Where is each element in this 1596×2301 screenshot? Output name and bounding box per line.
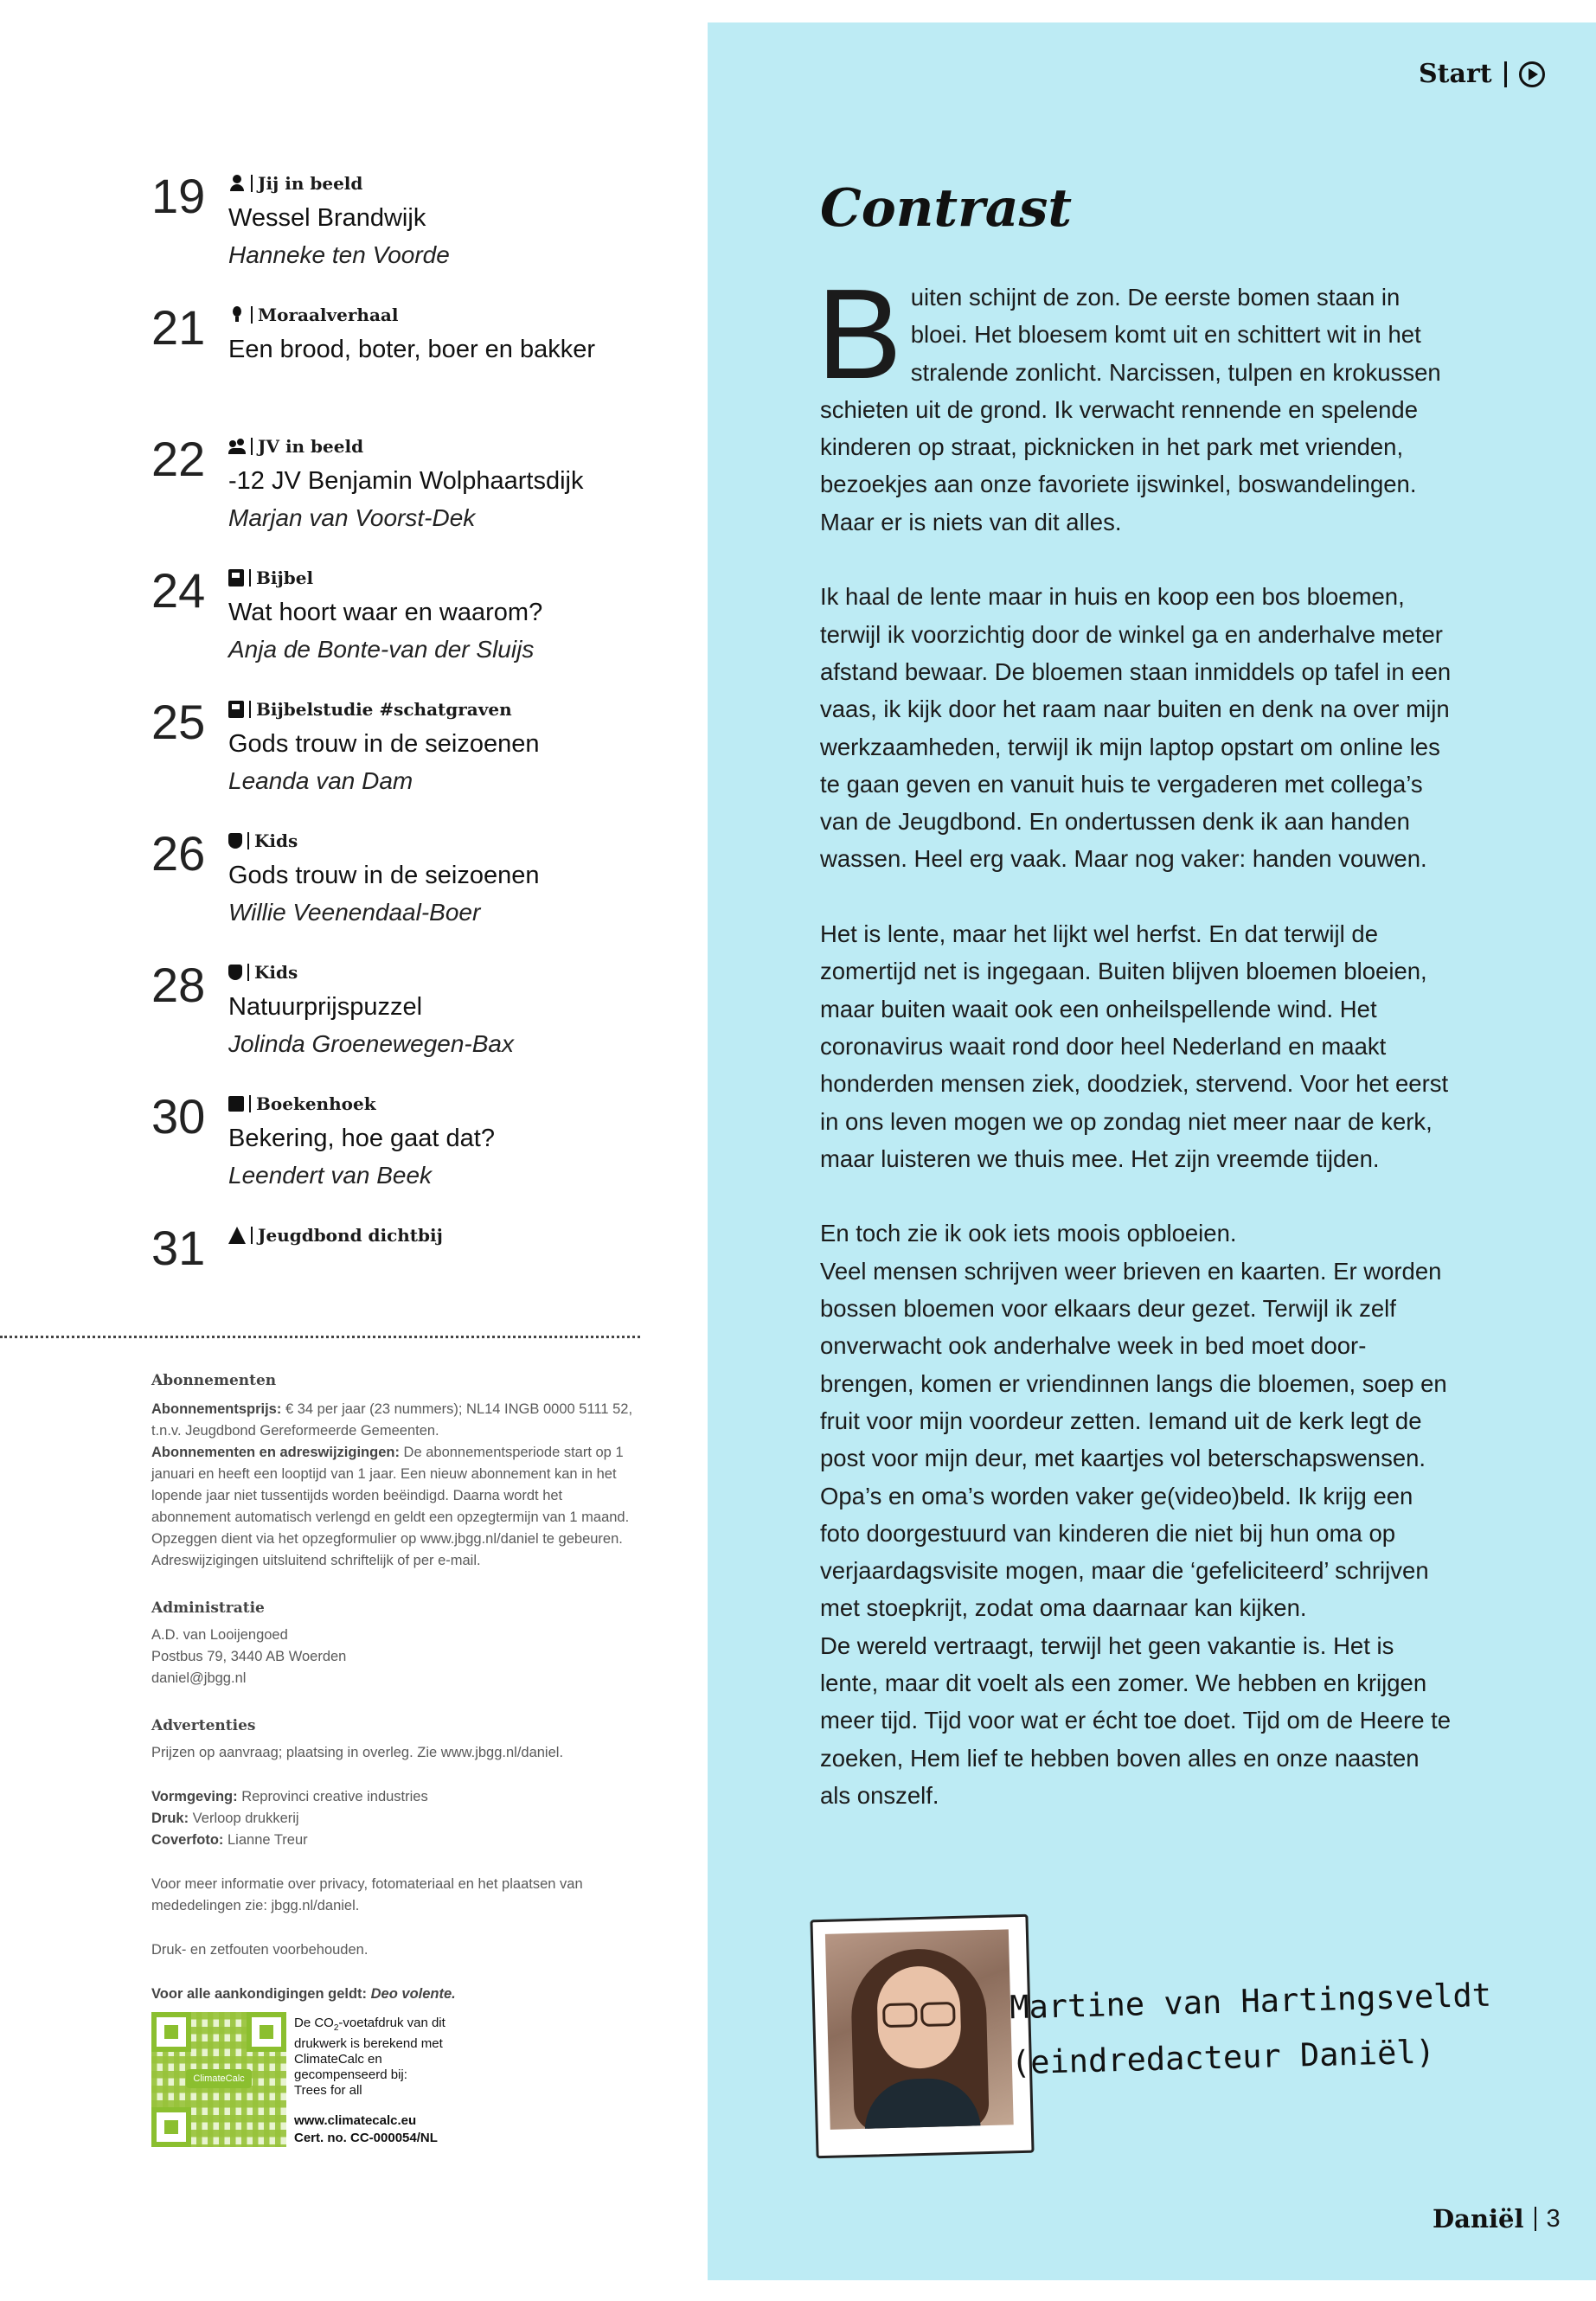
- colophon: [151, 1370, 636, 2005]
- toc-category: Jeugdbond dichtbij: [228, 1225, 443, 1246]
- toc-page-number: 22: [151, 432, 206, 486]
- toc-entry[interactable]: [151, 695, 636, 827]
- author-name: Martine van Hartingsveldt: [1009, 1976, 1492, 2027]
- climatecalc-cert: Cert. no. CC-000054/NL: [294, 2131, 438, 2145]
- toc-title: Gods trouw in de seizoenen: [228, 862, 540, 889]
- admin-address: Postbus 79, 3440 AB Woerden: [151, 1649, 347, 1664]
- toc-category: Kids: [228, 962, 298, 983]
- toc-title: Bekering, hoe gaat dat?: [228, 1125, 495, 1152]
- toc-title: Wessel Brandwijk: [228, 204, 426, 232]
- toc-entry[interactable]: [151, 433, 636, 564]
- toc-entry[interactable]: [151, 564, 636, 695]
- article-paragraph: Buiten schijnt de zon. De eerste bomen staan in bloei. Het bloesem komt uit en schittert wit in het stralende zonlicht. Narcissen, tulpen en krokussen schieten uit de grond. Ik verwacht rennende en spelende kinderen op straat, picknicken in het park met vrienden, bezoekjes aan onze favoriete ijswinkel, boswandelingen. Maar er is niets van dit alles.: [817, 263, 1441, 535]
- abonnementsprijs-paragraph: Abonnementsprijs: € 34 per jaar (23 nummers); NL14 INGB 0000 5111 52, t.n.v. Jeugdbond Gereformeerde Gemeenten.: [151, 1401, 633, 1439]
- lightbulb-icon: [228, 306, 246, 324]
- toc-page-number: 31: [151, 1221, 206, 1275]
- climatecalc-block: [151, 2012, 636, 2150]
- wijzigingen-paragraph: Abonnementen en adreswijzigingen: De abonnementsperiode start op 1 januari en heeft een looptijd van 1 jaar. Een nieuw abonnement kan in het lopende jaar niet tussentijds worden beëindigd. Daarna wordt het abonnement automatisch verlengd en geldt een opzegtermijn van 1 maand. Opzeggen dient via het opzegformulier op www.jbgg.nl/daniel te gebeuren. Adreswijzigingen uitsluitend schriftelijk of per e-mail.: [151, 1445, 630, 1568]
- toc-page-number: 19: [151, 169, 206, 223]
- toc-author: Jolinda Groenewegen-Bax: [228, 1030, 514, 1057]
- toc-page-number: 30: [151, 1089, 206, 1144]
- toc-page-number: 21: [151, 300, 206, 355]
- toc-entry[interactable]: [151, 1090, 636, 1221]
- article-paragraph: Ik haal de lente maar in huis en koop een bos bloemen, terwijl ik voorzichtig door de winkel ga en anderhalve meter afstand bewaar. De bloemen staan inmiddels op tafel in een vaas, ik kijk door het raam naar buiten en denk na over mijn werkzaamheden, terwijl ik mijn laptop opstart om online les te gaan geven en vanuit huis te vergaderen met collega’s van de Jeugdbond. En ondertussen denk ik aan handen wassen. Heel erg vaak. Maar nog vaker: handen vouwen.: [820, 583, 1452, 873]
- author-photo-frame: [810, 1914, 1034, 2159]
- privacy-text: Voor meer informatie over privacy, fotomateriaal en het plaatsen van mededelingen zie: jbgg.nl/daniel.: [151, 1876, 583, 1913]
- books-icon: [228, 1096, 244, 1112]
- toc-entry[interactable]: [151, 958, 636, 1090]
- toc-category: JV in beeld: [228, 436, 363, 457]
- toc-author: Anja de Bonte-van der Sluijs: [228, 636, 535, 663]
- toc-category: Jij in beeld: [228, 173, 362, 194]
- article-paragraph: Veel mensen schrijven weer brieven en kaarten. Er worden bossen bloemen voor elkaars deur gezet. Terwijl ik zelf onverwacht ook anderhalve week in bed moet doorbrengen, komen er vriendinnen langs die bloemen, soep en fruit voor mijn voordeur zetten. Iemand uit de kerk legt de post voor mijn deur, met kaartjes vol beterschapswensen. Opa’s en oma’s worden vaker ge(video)beld. Ik krijg een foto doorgestuurd van kinderen die niet bij hun oma op verjaardagsvisite mogen, maar die ‘gefeliciteerd’ schrijven met stoepkrijt, zodat oma daarnaar kan kijken.: [820, 1257, 1447, 1622]
- climatecalc-text: De $CO_2$-voetafdruk van dit drukwerk is berekend met ClimateCalc en gecompenseerd bij: Trees for all: [294, 2016, 445, 2098]
- hand-icon: [228, 965, 242, 980]
- author-photo: [825, 1929, 1014, 2129]
- toc-author: Marjan van Voorst-Dek: [228, 504, 476, 531]
- article-paragraph: De wereld vertraagt, terwijl het geen vakantie is. Het is lente, maar dit voelt als een zomer. We hebben en krijgen meer tijd. Tijd voor wat er écht toe doet. Tijd om de Heere te zoeken, Hem lief te hebben boven alles en onze naasten als onszelf.: [820, 1631, 1452, 1809]
- author-role: (eindredacteur Daniël): [1010, 2033, 1436, 2082]
- toc-category: Bijbel: [228, 567, 313, 588]
- bible-icon: [228, 701, 244, 718]
- climatecalc-logo: ClimateCalc: [186, 2069, 252, 2088]
- toc-title: Gods trouw in de seizoenen: [228, 730, 540, 758]
- toc-author: Leendert van Beek: [228, 1162, 433, 1189]
- article-title: Contrast: [820, 178, 1073, 239]
- druk-line: Druk: Verloop drukkerij: [151, 1811, 299, 1826]
- toc-author: Leanda van Dam: [228, 767, 413, 794]
- drop-cap: B: [817, 263, 902, 406]
- toc-entry[interactable]: [151, 170, 636, 301]
- climatecalc-url[interactable]: www.climatecalc.eu: [294, 2113, 417, 2128]
- toc-category: Moraalverhaal: [228, 304, 398, 325]
- toc-page-number: 25: [151, 695, 206, 749]
- toc-page-number: 28: [151, 958, 206, 1012]
- toc-title: Een brood, boter, boer en bakker: [228, 336, 596, 363]
- toc-author: Hanneke ten Voorde: [228, 241, 450, 268]
- magazine-name: Daniël: [1433, 2204, 1524, 2234]
- article-paragraph: Het is lente, maar het lijkt wel herfst. En dat terwijl de zomertijd net is ingegaan. Buiten blijven bloemen bloeien, maar buiten waait ook een onheilspellende wind. Het coronavirus waait rond door heel Nederland en maakt honderden mensen ziek, doodziek, stervend. Voor het eerst in ons leven mogen we op zondag niet meer naar de kerk, maar luisteren we thuis mee. Het zijn vreemde tijden.: [820, 920, 1449, 1172]
- climatecalc-url-block: [294, 2112, 438, 2147]
- toc-page-number: 26: [151, 826, 206, 881]
- qr-code[interactable]: [151, 2012, 286, 2147]
- coverfoto-line: Coverfoto: Lianne Treur: [151, 1832, 308, 1848]
- advertenties-text: Prijzen op aanvraag; plaatsing in overleg. Zie www.jbgg.nl/daniel.: [151, 1745, 564, 1760]
- page-number: 3: [1546, 2204, 1561, 2233]
- play-circle-icon[interactable]: [1519, 61, 1545, 87]
- article-body: [817, 263, 1452, 1814]
- toc-title: Natuurprijspuzzel: [228, 993, 423, 1021]
- start-nav-link[interactable]: [1419, 59, 1545, 89]
- admin-name: A.D. van Looijengoed: [151, 1627, 288, 1643]
- bible-icon: [228, 569, 244, 586]
- toc-entry[interactable]: [151, 1221, 636, 1353]
- deo-volente-line: Voor alle aankondigingen geldt: Deo volente.: [151, 1986, 456, 2002]
- start-label: Start: [1419, 59, 1492, 89]
- toc-category: Kids: [228, 830, 298, 851]
- article-paragraph: En toch zie ik ook iets moois opbloeien.: [820, 1220, 1237, 1247]
- admin-email[interactable]: daniel@jbgg.nl: [151, 1670, 247, 1686]
- abonnementen-heading: Abonnementen: [151, 1372, 277, 1389]
- dotted-divider: [0, 1336, 640, 1338]
- toc-category: Boekenhoek: [228, 1093, 376, 1114]
- footer-divider: [1535, 2207, 1536, 2231]
- page-footer: [1433, 2204, 1561, 2234]
- advertenties-heading: Advertenties: [151, 1717, 256, 1734]
- location-pin-icon: [228, 1227, 246, 1244]
- toc-author: Willie Veenendaal-Boer: [228, 899, 481, 926]
- toc-entry[interactable]: [151, 827, 636, 958]
- group-icon: [228, 438, 246, 455]
- table-of-contents: [151, 170, 636, 1353]
- person-icon: [228, 175, 246, 192]
- toc-page-number: 24: [151, 563, 206, 618]
- toc-title: -12 JV Benjamin Wolphaartsdijk: [228, 467, 584, 495]
- nav-divider: [1504, 61, 1507, 87]
- toc-title: Wat hoort waar en waarom?: [228, 599, 543, 626]
- author-signature: [1009, 1968, 1493, 2092]
- disclaimer-text: Druk- en zetfouten voorbehouden.: [151, 1942, 369, 1958]
- toc-entry[interactable]: [151, 301, 636, 433]
- vormgeving-line: Vormgeving: Reprovinci creative industries: [151, 1789, 428, 1804]
- administratie-heading: Administratie: [151, 1599, 265, 1617]
- toc-category: Bijbelstudie #schatgraven: [228, 699, 512, 720]
- hand-icon: [228, 833, 242, 849]
